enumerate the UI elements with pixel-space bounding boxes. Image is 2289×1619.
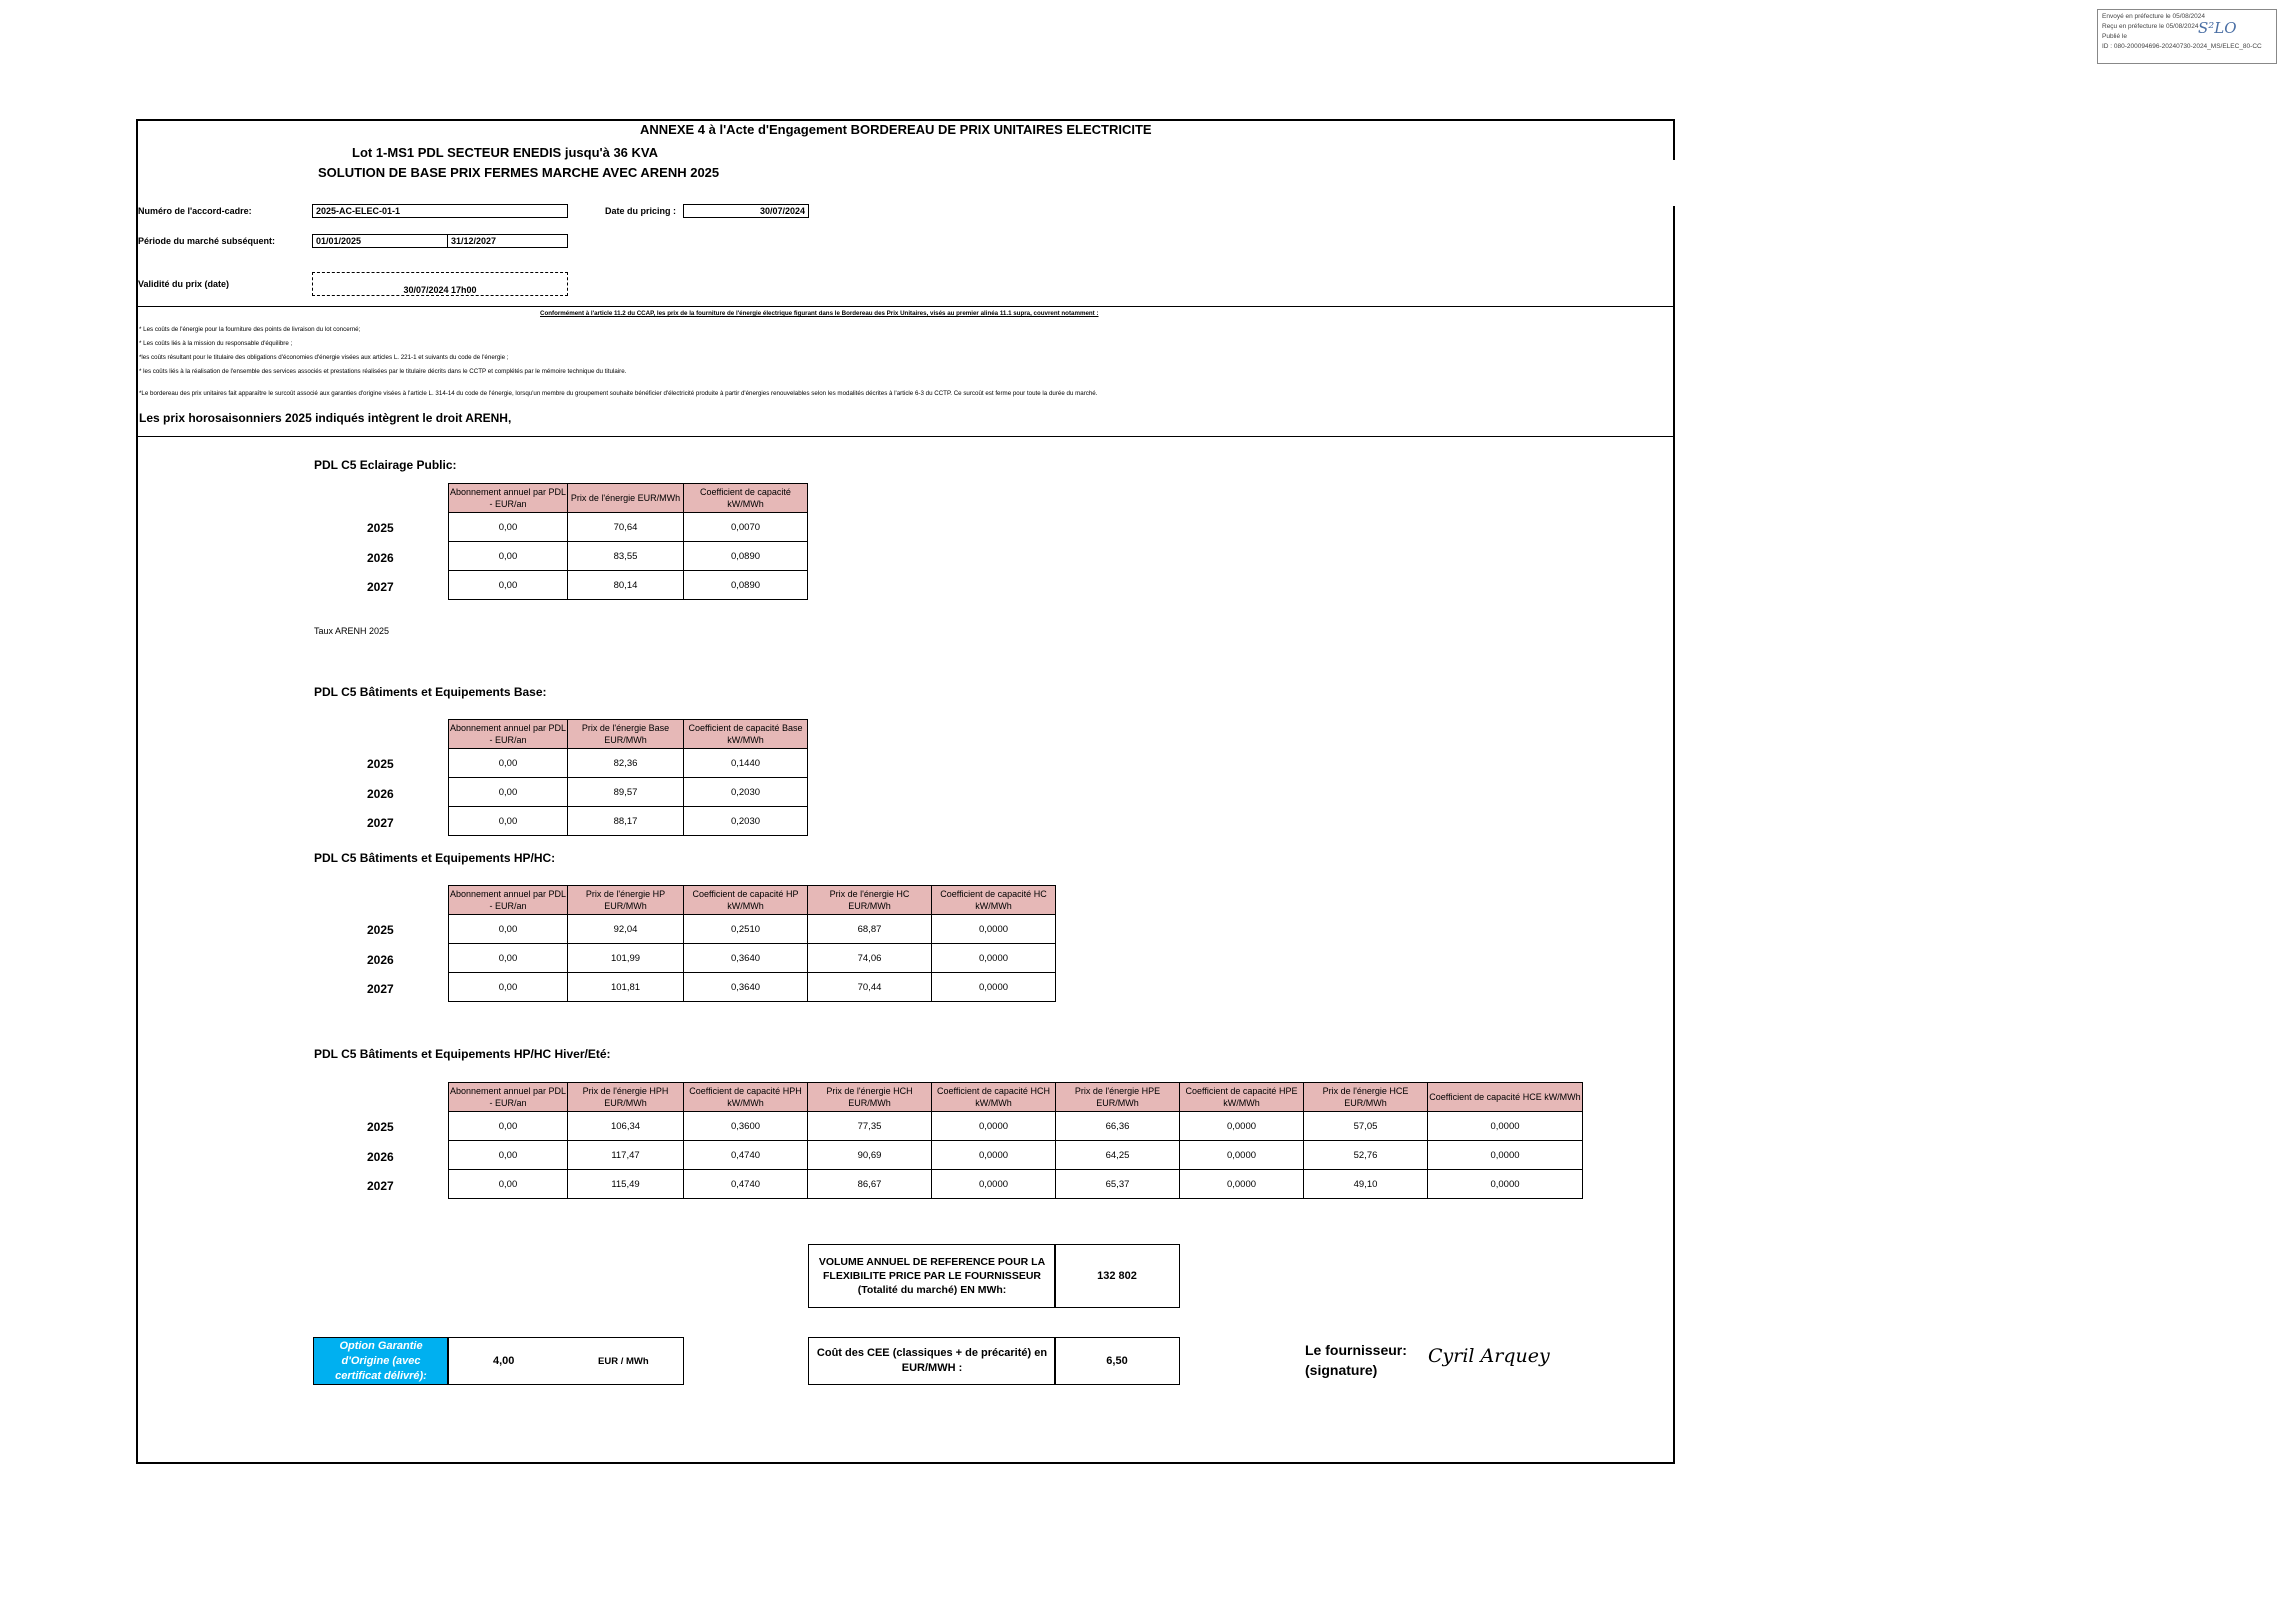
cell-coef-capacite-hpe: 0,0000 (1180, 1112, 1304, 1141)
header-prix-energie-hph: Prix de l'énergie HPH EUR/MWh (568, 1083, 684, 1112)
table-row (449, 749, 808, 778)
note-equilibre: * Les coûts liés à la mission du responsable d'équilibre ; (139, 340, 293, 347)
cell-coef-capacite-hc: 0,0000 (932, 944, 1056, 973)
separator-notes (136, 436, 1675, 437)
table-header-row (449, 1083, 1583, 1112)
cell-prix-energie: 88,17 (568, 807, 684, 836)
cell-prix-energie: 89,57 (568, 778, 684, 807)
cell-prix-energie-hce: 49,10 (1304, 1170, 1428, 1199)
cell-prix-energie: 82,36 (568, 749, 684, 778)
volume-label: VOLUME ANNUEL DE REFERENCE POUR LA FLEXIBILITE PRICE PAR LE FOURNISSEUR (Totalité du marché) EN MWh: (808, 1244, 1056, 1308)
cell-prix-energie-hch: 86,67 (808, 1170, 932, 1199)
stamp-line-id: ID : 080-200094696-20240730-2024_MS/ELEC_80-CC (2102, 43, 2262, 50)
cell-abonnement: 0,00 (449, 915, 568, 944)
year-label: 2025 (367, 1120, 394, 1134)
table-row (449, 1170, 1583, 1199)
stamp-line-recu: Reçu en préfecture le 05/08/2024 (2102, 23, 2199, 30)
header-prix-energie-hpe: Prix de l'énergie HPE EUR/MWh (1056, 1083, 1180, 1112)
fournisseur-label: Le fournisseur: (1305, 1342, 1407, 1358)
cell-prix-energie-hp: 92,04 (568, 915, 684, 944)
header-coef-capacite: Coefficient de capacité kW/MWh (684, 484, 808, 513)
header-coef-capacite-hpe: Coefficient de capacité HPE kW/MWh (1180, 1083, 1304, 1112)
header-prix-energie-hp: Prix de l'énergie HP EUR/MWh (568, 886, 684, 915)
header-coef-capacite-hph: Coefficient de capacité HPH kW/MWh (684, 1083, 808, 1112)
cell-prix-energie-hc: 70,44 (808, 973, 932, 1002)
cell-coef-capacite-hpe: 0,0000 (1180, 1170, 1304, 1199)
cell-coef-capacite-hc: 0,0000 (932, 915, 1056, 944)
cell-prix-energie-hch: 90,69 (808, 1141, 932, 1170)
cell-prix-energie: 70,64 (568, 513, 684, 542)
cell-prix-energie-hce: 52,76 (1304, 1141, 1428, 1170)
note-garanties: *Le bordereau des prix unitaires fait apparaître le surcoût associé aux garanties d'origine visées à l'article L. 314-14 du code de l'énergie, lorsqu'un membre du groupement souhaite bénéficier d'électricité produite à partir d'énergies renouvelables selon les modalités décrites à l'article 6-3 du CCTP. Ce surcoût est ferme pour toute la durée du marché. (139, 390, 1098, 397)
cell-coef-capacite-hph: 0,4740 (684, 1141, 808, 1170)
year-label: 2025 (367, 757, 394, 771)
table-row (449, 513, 808, 542)
lot-title: Lot 1-MS1 PDL SECTEUR ENEDIS jusqu'à 36 KVA (352, 145, 658, 160)
table-header-row (449, 720, 808, 749)
table-row (449, 1112, 1583, 1141)
cell-coef-capacite-hc: 0,0000 (932, 973, 1056, 1002)
hphc-price-table (448, 885, 1056, 1002)
taux-arenh-note: Taux ARENH 2025 (314, 626, 390, 636)
cell-coef-capacite-hch: 0,0000 (932, 1141, 1056, 1170)
cell-coef-capacite: 0,0890 (684, 542, 808, 571)
table-row (449, 571, 808, 600)
accord-value: 2025-AC-ELEC-01-1 (312, 204, 568, 218)
cell-prix-energie: 80,14 (568, 571, 684, 600)
year-label: 2027 (367, 1179, 394, 1193)
header-prix-energie-hce: Prix de l'énergie HCE EUR/MWh (1304, 1083, 1428, 1112)
cell-coef-capacite: 0,2030 (684, 807, 808, 836)
cell-abonnement: 0,00 (449, 973, 568, 1002)
validite-label: Validité du prix (date) (138, 279, 230, 289)
header-prix-energie-hc: Prix de l'énergie HC EUR/MWh (808, 886, 932, 915)
cell-coef-capacite: 0,0890 (684, 571, 808, 600)
hiver-ete-price-table (448, 1082, 1583, 1199)
header-coef-capacite-hce: Coefficient de capacité HCE kW/MWh (1428, 1083, 1583, 1112)
note-economies: *les coûts résultant pour le titulaire des obligations d'économies d'énergie visées aux articles L. 221-1 et suivants du code de l'énergie ; (139, 354, 509, 361)
cell-abonnement: 0,00 (449, 807, 568, 836)
base-price-table (448, 719, 808, 836)
header-abonnement: Abonnement annuel par PDL - EUR/an (449, 720, 568, 749)
header-abonnement: Abonnement annuel par PDL - EUR/an (449, 484, 568, 513)
cell-prix-energie-hch: 77,35 (808, 1112, 932, 1141)
cell-coef-capacite-hph: 0,4740 (684, 1170, 808, 1199)
cell-abonnement: 0,00 (449, 944, 568, 973)
cell-prix-energie-hce: 57,05 (1304, 1112, 1428, 1141)
cell-coef-capacite-hp: 0,3640 (684, 944, 808, 973)
cell-prix-energie-hph: 106,34 (568, 1112, 684, 1141)
year-label: 2025 (367, 521, 394, 535)
year-label: 2026 (367, 551, 394, 565)
supplier-signature: Cyril Arquey (1428, 1345, 1550, 1367)
cell-prix-energie-hpe: 65,37 (1056, 1170, 1180, 1199)
year-label: 2027 (367, 816, 394, 830)
cee-label: Coût des CEE (classiques + de précarité) en EUR/MWH : (808, 1337, 1056, 1385)
cell-prix-energie-hc: 68,87 (808, 915, 932, 944)
cell-abonnement: 0,00 (449, 571, 568, 600)
table-header-row (449, 484, 808, 513)
accord-label: Numéro de l'accord-cadre: (138, 206, 252, 216)
cell-prix-energie-hp: 101,81 (568, 973, 684, 1002)
document-title: ANNEXE 4 à l'Acte d'Engagement BORDEREAU DE PRIX UNITAIRES ELECTRICITE (640, 122, 1152, 137)
cell-coef-capacite-hce: 0,0000 (1428, 1112, 1583, 1141)
header-coef-capacite-base: Coefficient de capacité Base kW/MWh (684, 720, 808, 749)
periode-label: Période du marché subséquent: (138, 236, 276, 246)
cell-prix-energie-hph: 117,47 (568, 1141, 684, 1170)
table-row (449, 778, 808, 807)
header-prix-energie: Prix de l'énergie EUR/MWh (568, 484, 684, 513)
header-prix-energie-hch: Prix de l'énergie HCH EUR/MWh (808, 1083, 932, 1112)
header-coef-capacite-hch: Coefficient de capacité HCH kW/MWh (932, 1083, 1056, 1112)
year-label: 2025 (367, 923, 394, 937)
header-prix-energie-base: Prix de l'énergie Base EUR/MWh (568, 720, 684, 749)
section-hiver-ete-title: PDL C5 Bâtiments et Equipements HP/HC Hiver/Eté: (314, 1047, 611, 1061)
validite-value: 30/07/2024 17h00 (312, 272, 568, 296)
table-row (449, 1141, 1583, 1170)
pricing-label: Date du pricing : (605, 206, 677, 216)
stamp-line-envoye: Envoyé en préfecture le 05/08/2024 (2102, 13, 2205, 20)
header-abonnement: Abonnement annuel par PDL - EUR/an (449, 1083, 568, 1112)
cell-coef-capacite-hp: 0,3640 (684, 973, 808, 1002)
table-row (449, 915, 1056, 944)
section-base-title: PDL C5 Bâtiments et Equipements Base: (314, 685, 547, 699)
year-label: 2027 (367, 982, 394, 996)
year-label: 2026 (367, 787, 394, 801)
cell-prix-energie-hp: 101,99 (568, 944, 684, 973)
table-row (449, 944, 1056, 973)
cell-prix-energie-hph: 115,49 (568, 1170, 684, 1199)
cell-prix-energie-hc: 74,06 (808, 944, 932, 973)
cell-coef-capacite: 0,2030 (684, 778, 808, 807)
table-header-row (449, 886, 1056, 915)
note-energie: * Les coûts de l'énergie pour la fourniture des points de livraison du lot concerné; (139, 326, 361, 333)
periode-start: 01/01/2025 (312, 234, 448, 248)
cell-prix-energie-hpe: 66,36 (1056, 1112, 1180, 1141)
cee-value: 6,50 (1054, 1337, 1180, 1385)
year-label: 2027 (367, 580, 394, 594)
cell-abonnement: 0,00 (449, 778, 568, 807)
cell-abonnement: 0,00 (449, 542, 568, 571)
pricing-value: 30/07/2024 (683, 204, 809, 218)
table-row (449, 973, 1056, 1002)
table-row (449, 542, 808, 571)
volume-value: 132 802 (1054, 1244, 1180, 1308)
note-services: * les coûts liés à la réalisation de l'ensemble des services associés et prestations réalisées par le titulaire décrits dans le CCTP et complétés par le mémoire technique du titulaire. (139, 368, 627, 375)
frame-gap (1673, 160, 1681, 206)
cell-abonnement: 0,00 (449, 749, 568, 778)
section-hphc-title: PDL C5 Bâtiments et Equipements HP/HC: (314, 851, 556, 865)
cell-coef-capacite-hce: 0,0000 (1428, 1141, 1583, 1170)
header-coef-capacite-hp: Coefficient de capacité HP kW/MWh (684, 886, 808, 915)
section-eclairage-title: PDL C5 Eclairage Public: (314, 458, 457, 472)
solution-title: SOLUTION DE BASE PRIX FERMES MARCHE AVEC ARENH 2025 (318, 165, 720, 180)
separator-top (136, 306, 1675, 307)
cell-prix-energie-hpe: 64,25 (1056, 1141, 1180, 1170)
note-arenh: Les prix horosaisonniers 2025 indiqués intègrent le droit ARENH, (139, 411, 512, 425)
cell-prix-energie: 83,55 (568, 542, 684, 571)
cell-coef-capacite-hce: 0,0000 (1428, 1170, 1583, 1199)
year-label: 2026 (367, 1150, 394, 1164)
cell-coef-capacite-hp: 0,2510 (684, 915, 808, 944)
stamp-signature: S²LO (2198, 19, 2237, 37)
periode-end: 31/12/2027 (447, 234, 568, 248)
note-conformement: Conformément à l'article 11.2 du CCAP, les prix de la fourniture de l'énergie électrique figurant dans le Bordereau des Prix Unitaires, visés au premier alinéa 11.1 supra, couvrent notamment : (540, 310, 1099, 317)
stamp-line-publie: Publié le (2102, 33, 2127, 40)
signature-label: (signature) (1305, 1362, 1378, 1378)
cell-coef-capacite-hch: 0,0000 (932, 1170, 1056, 1199)
cell-abonnement: 0,00 (449, 1170, 568, 1199)
cell-abonnement: 0,00 (449, 513, 568, 542)
option-garantie-value: 4,00 (493, 1355, 515, 1367)
header-coef-capacite-hc: Coefficient de capacité HC kW/MWh (932, 886, 1056, 915)
cell-coef-capacite-hph: 0,3600 (684, 1112, 808, 1141)
year-label: 2026 (367, 953, 394, 967)
header-abonnement: Abonnement annuel par PDL - EUR/an (449, 886, 568, 915)
option-garantie-unit: EUR / MWh (598, 1355, 649, 1367)
cell-coef-capacite: 0,0070 (684, 513, 808, 542)
table-row (449, 807, 808, 836)
cell-coef-capacite-hch: 0,0000 (932, 1112, 1056, 1141)
eclairage-price-table (448, 483, 808, 600)
cell-abonnement: 0,00 (449, 1112, 568, 1141)
cell-coef-capacite-hpe: 0,0000 (1180, 1141, 1304, 1170)
cell-coef-capacite: 0,1440 (684, 749, 808, 778)
cell-abonnement: 0,00 (449, 1141, 568, 1170)
option-garantie-cell (447, 1337, 684, 1385)
option-garantie-label: Option Garantie d'Origine (avec certificat délivré): (313, 1337, 449, 1385)
prefecture-stamp (2097, 9, 2277, 64)
